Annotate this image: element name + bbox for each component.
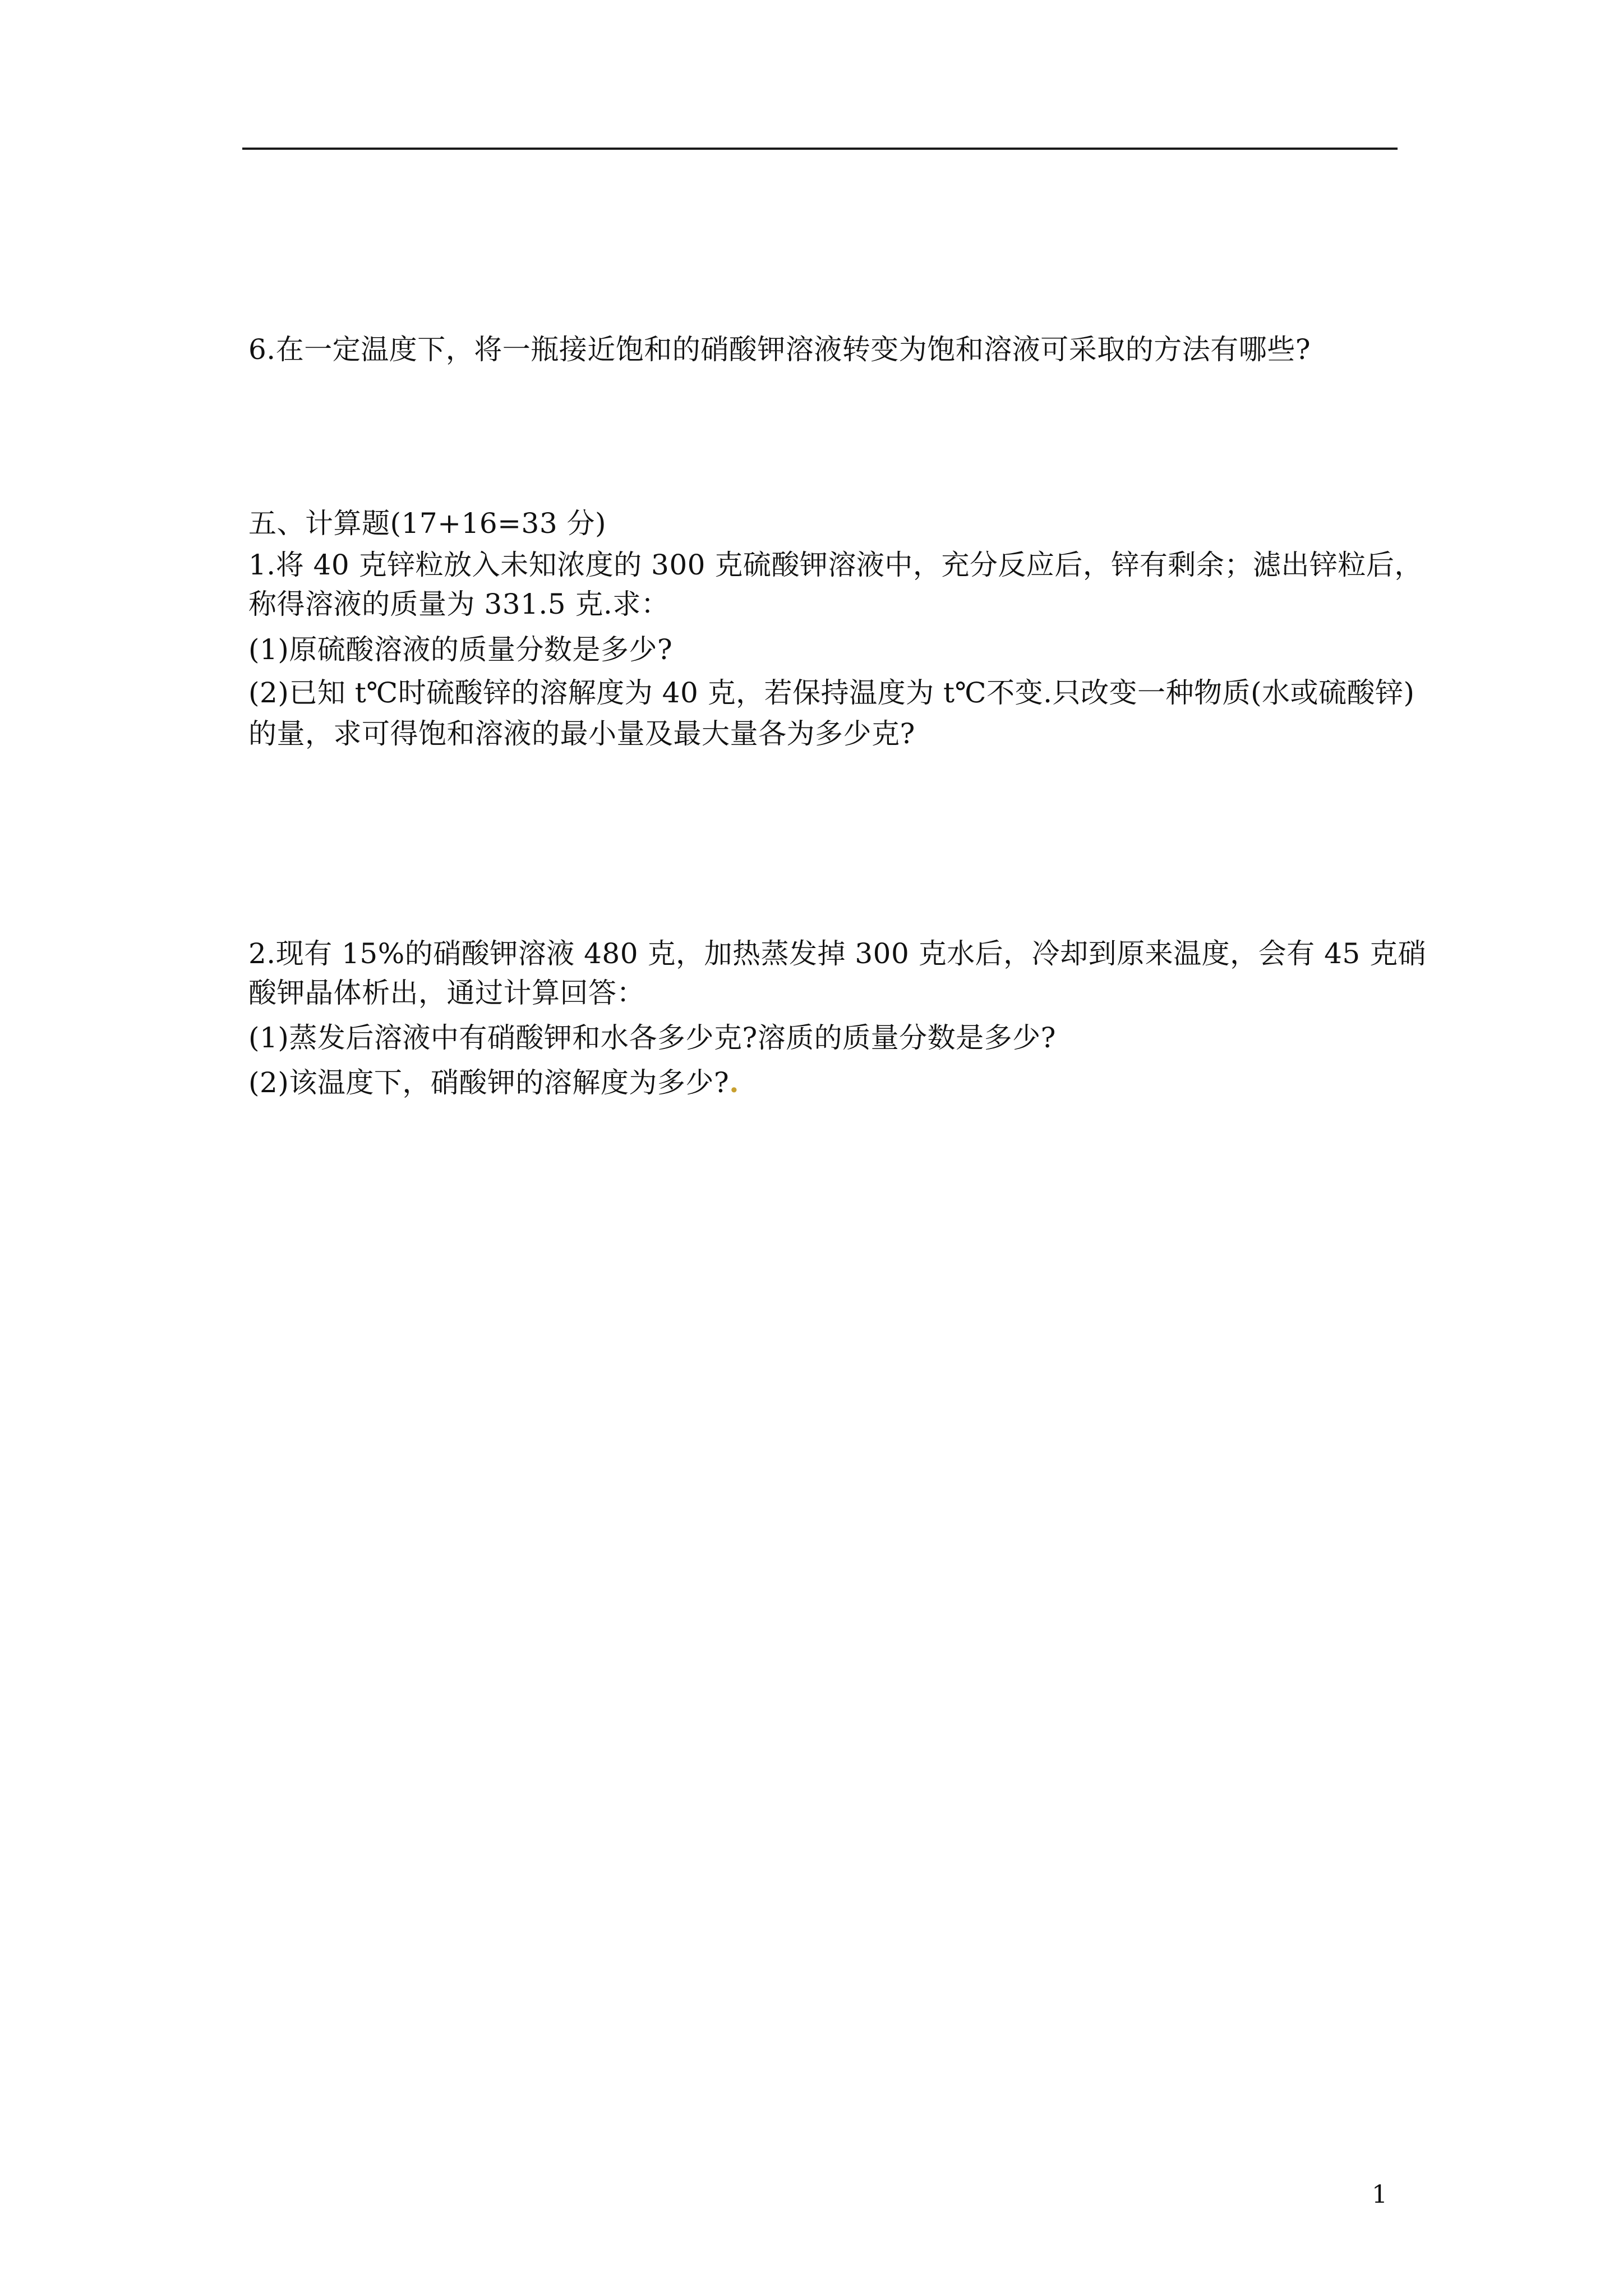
problem-1-line-1: 1.将 40 克锌粒放入未知浓度的 300 克硫酸钾溶液中，充分反应后，锌有剩余；滤出锌粒后， bbox=[248, 549, 1423, 581]
trailing-dot: . bbox=[729, 1066, 740, 1099]
problem-2-line-4 bbox=[248, 1063, 739, 1102]
section-title: 五、计算题(17+16=33 分) bbox=[248, 507, 607, 540]
problem-1-line-2: 称得溶液的质量为 331.5 克.求： bbox=[248, 588, 670, 620]
problem-2-line-2: 酸钾晶体析出，通过计算回答： bbox=[248, 977, 645, 1009]
problem-1-line-4: (2)已知 t℃时硫酸锌的溶解度为 40 克，若保持温度为 t℃不变.只改变一种物质(水或硫酸锌) bbox=[248, 677, 1415, 709]
header-rule bbox=[242, 148, 1398, 150]
problem-2-line-3: (1)蒸发后溶液中有硝酸钾和水各多少克?溶质的质量分数是多少? bbox=[248, 1022, 1056, 1054]
problem-1-line-5: 的量，求可得饱和溶液的最小量及最大量各为多少克? bbox=[248, 717, 915, 750]
problem-2-line-1: 2.现有 15%的硝酸钾溶液 480 克，加热蒸发掉 300 克水后，冷却到原来温度，会有 45 克硝 bbox=[248, 937, 1427, 970]
page-number: 1 bbox=[1372, 2180, 1387, 2209]
problem-2-line-4-text: (2)该温度下，硝酸钾的溶解度为多少? bbox=[248, 1066, 730, 1099]
problem-1-line-3: (1)原硫酸溶液的质量分数是多少? bbox=[248, 633, 673, 666]
question-6: 6.在一定温度下，将一瓶接近饱和的硝酸钾溶液转变为饱和溶液可采取的方法有哪些? bbox=[248, 333, 1311, 366]
